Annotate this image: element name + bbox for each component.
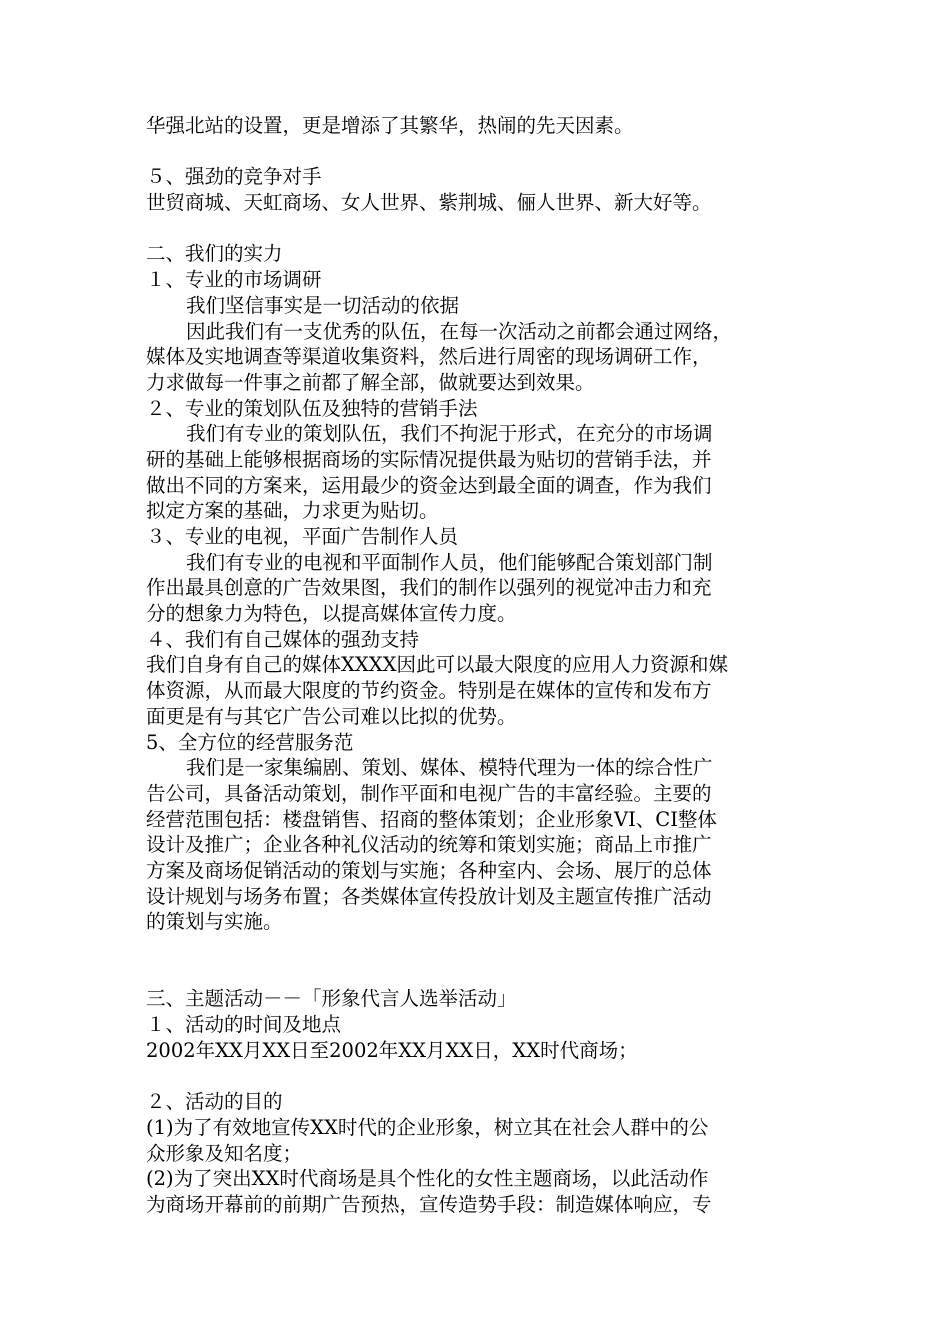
paragraph-line: 2002年XX月XX日至2002年XX月XX日，XX时代商场； bbox=[146, 1038, 638, 1062]
section-heading: ２、活动的目的 bbox=[146, 1090, 283, 1114]
section-heading: ５、强劲的竞争对手 bbox=[146, 165, 322, 189]
blank-line bbox=[146, 935, 806, 961]
paragraph-line: 我们是一家集编剧、策划、媒体、模特代理为一体的综合性广 bbox=[186, 756, 713, 780]
blank-line bbox=[146, 1063, 806, 1089]
paragraph-line: 面更是有与其它广告公司难以比拟的优势。 bbox=[146, 704, 517, 728]
paragraph-line: 我们自身有自己的媒体XXXX因此可以最大限度的应用人力资源和媒 bbox=[146, 653, 729, 677]
paragraph-line: 我们有专业的电视和平面制作人员，他们能够配合策划部门制 bbox=[186, 550, 713, 574]
blank-line bbox=[146, 216, 806, 242]
paragraph-line: 因此我们有一支优秀的队伍，在每一次活动之前都会通过网络， bbox=[186, 319, 733, 343]
section-heading: ４、我们有自己媒体的强劲支持 bbox=[146, 627, 420, 651]
paragraph-line: 做出不同的方案来，运用最少的资金达到最全面的调查，作为我们 bbox=[146, 473, 712, 497]
paragraph-line: 媒体及实地调查等渠道收集资料，然后进行周密的现场调研工作， bbox=[146, 345, 712, 369]
paragraph-line: 华强北站的设置，更是增添了其繁华，热闹的先天因素。 bbox=[146, 114, 634, 137]
paragraph-line: 拟定方案的基础，力求更为贴切。 bbox=[146, 499, 439, 523]
paragraph-line: (1)为了有效地宣传XX时代的企业形象，树立其在社会人群中的公 bbox=[146, 1115, 709, 1139]
section-heading: ３、专业的电视，平面广告制作人员 bbox=[146, 525, 459, 548]
paragraph-line: 众形象及知名度； bbox=[146, 1141, 303, 1165]
paragraph-line: 力求做每一件事之前都了解全部，做就要达到效果。 bbox=[146, 370, 595, 394]
paragraph-line: 分的想象力为特色，以提高媒体宣传力度。 bbox=[146, 602, 517, 626]
section-heading: １、活动的时间及地点 bbox=[146, 1013, 342, 1037]
section-heading: ２、专业的策划队伍及独特的营销手法 bbox=[146, 396, 478, 420]
paragraph-line: 设计规划与场务布置；各类媒体宣传投放计划及主题宣传推广活动 bbox=[146, 884, 712, 908]
section-heading: 5、全方位的经营服务范 bbox=[146, 730, 354, 754]
chapter-heading: 三、主题活动－－「形象代言人选举活动」 bbox=[146, 987, 517, 1011]
paragraph-line: 设计及推广；企业各种礼仪活动的统筹和策划实施；商品上市推广 bbox=[146, 833, 712, 857]
blank-line bbox=[146, 139, 806, 165]
paragraph-line: 研的基础上能够根据商场的实际情况提供最为贴切的营销手法，并 bbox=[146, 447, 712, 471]
paragraph-line: 作出最具创意的广告效果图，我们的制作以强列的视觉冲击力和充 bbox=[146, 576, 712, 600]
section-heading: １、专业的市场调研 bbox=[146, 268, 322, 292]
paragraph-line: 为商场开幕前的前期广告预热，宣传造势手段：制造媒体响应，专 bbox=[146, 1192, 712, 1216]
paragraph-line: (2)为了突出XX时代商场是具个性化的女性主题商场，以此活动作 bbox=[146, 1167, 709, 1191]
paragraph-line: 方案及商场促销活动的策划与实施；各种室内、会场、展厅的总体 bbox=[146, 858, 712, 882]
paragraph-line: 世贸商城、天虹商场、女人世界、紫荆城、俪人世界、新大好等。 bbox=[146, 191, 712, 215]
paragraph-line: 体资源，从而最大限度的节约资金。特别是在媒体的宣传和发布方 bbox=[146, 679, 712, 703]
paragraph-line: 告公司，具备活动策划，制作平面和电视广告的丰富经验。主要的 bbox=[146, 781, 712, 805]
paragraph-line: 的策划与实施。 bbox=[146, 910, 283, 934]
chapter-heading: 二、我们的实力 bbox=[146, 242, 283, 266]
document-body bbox=[146, 113, 806, 1218]
paragraph-line: 我们坚信事实是一切活动的依据 bbox=[186, 293, 460, 317]
paragraph-line: 经营范围包括：楼盘销售、招商的整体策划；企业形象VI、CI整体 bbox=[146, 807, 717, 831]
blank-line bbox=[146, 961, 806, 987]
paragraph-line: 我们有专业的策划队伍，我们不拘泥于形式，在充分的市场调 bbox=[186, 422, 713, 446]
